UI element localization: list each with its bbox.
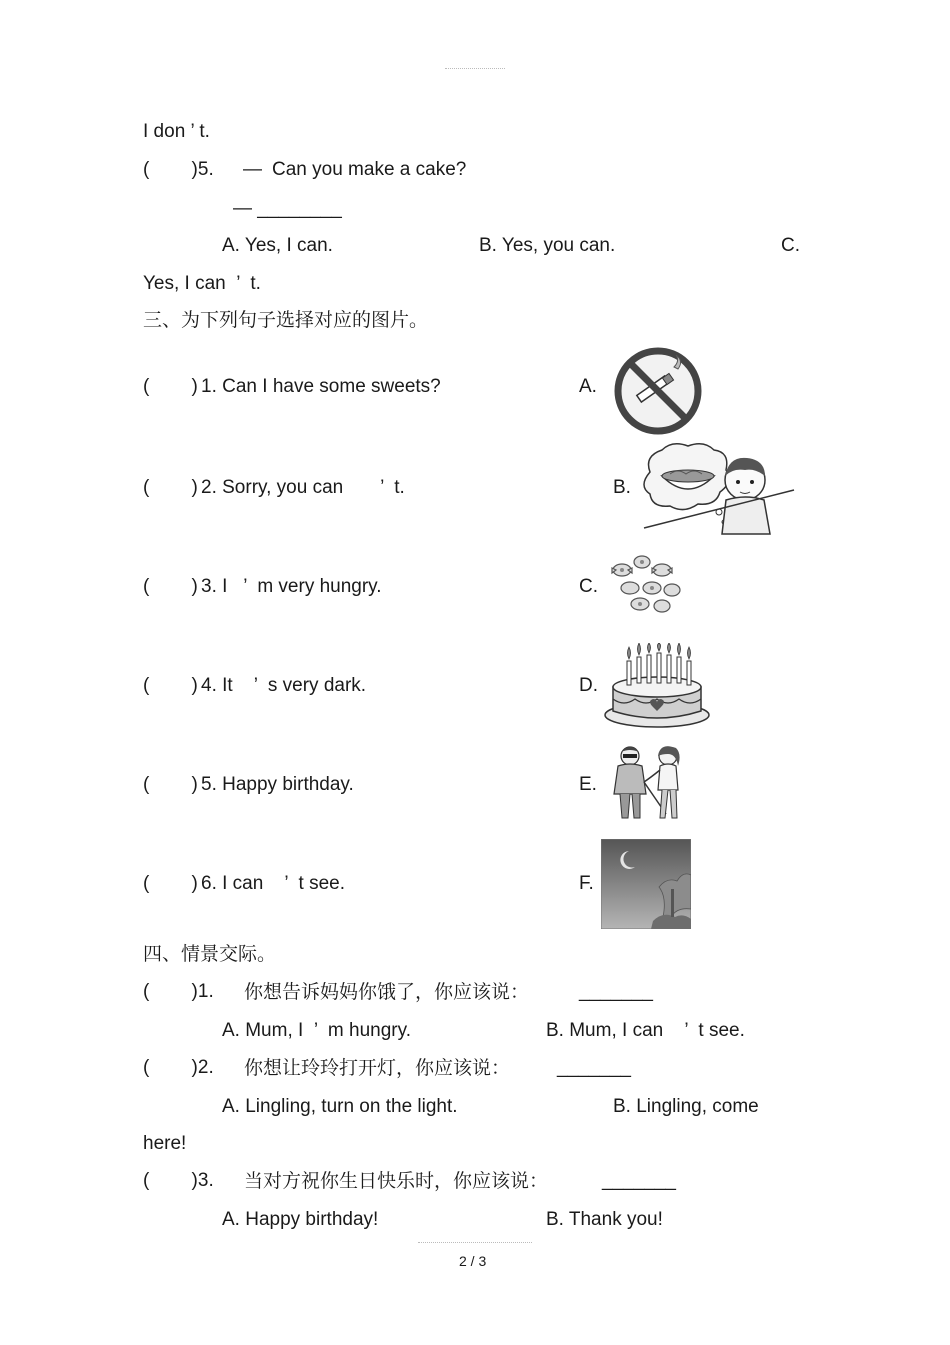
s3-item-2-letter: B.	[613, 477, 631, 498]
page-number: 2 / 3	[459, 1253, 487, 1269]
no-smoking-icon	[612, 345, 704, 437]
q5-dash: —	[243, 159, 262, 180]
s4-q1-paren: ( )1.	[143, 981, 214, 1002]
s3-item-1-letter: A.	[579, 376, 597, 397]
s3-item-3-paren: ( )	[143, 576, 198, 597]
s4-q3-blank: _______	[602, 1170, 676, 1191]
section4-heading: 四、情景交际。	[143, 943, 277, 965]
s3-item-3-letter: C.	[579, 576, 598, 597]
s4-q3-option-b: B. Thank you!	[546, 1209, 663, 1230]
section3-heading: 三、为下列句子选择对应的图片。	[143, 309, 429, 331]
s4-q2-option-b-cont: here!	[143, 1133, 187, 1154]
birthday-cake-icon	[603, 643, 711, 729]
s3-item-5-text: 5. Happy birthday.	[201, 774, 354, 795]
boy-thinking-noodles-icon	[640, 442, 798, 538]
s4-q1-blank: _______	[579, 981, 653, 1002]
s4-q2-option-a: A. Lingling, turn on the light.	[222, 1096, 458, 1117]
s3-item-3-text: 3. I ’ m very hungry.	[201, 576, 382, 597]
s3-item-6-letter: F.	[579, 873, 594, 894]
q5-option-b: B. Yes, you can.	[479, 235, 616, 256]
s3-item-4-text: 4. It ’ s very dark.	[201, 675, 367, 696]
continuation-line: I don ’ t.	[143, 121, 210, 142]
s4-q2-option-b: B. Lingling, come	[613, 1096, 759, 1117]
q5-answer-blank: — ________	[233, 198, 342, 219]
s3-item-4-paren: ( )	[143, 675, 198, 696]
s4-q3-paren: ( )3.	[143, 1170, 214, 1191]
footer-rule	[418, 1242, 532, 1244]
q5-paren: ( )5.	[143, 159, 214, 180]
s3-item-2-paren: ( )	[143, 477, 198, 498]
q5-question: Can you make a cake?	[272, 159, 467, 180]
s3-item-6-paren: ( )	[143, 873, 198, 894]
s4-q2-blank: _______	[557, 1057, 631, 1078]
s3-item-1-text: 1. Can I have some sweets?	[201, 376, 441, 397]
s4-q2-paren: ( )2.	[143, 1057, 214, 1078]
s4-q1-prompt: 你想告诉妈妈你饿了，你应该说：	[244, 981, 530, 1003]
s4-q1-option-b: B. Mum, I can ’ t see.	[546, 1020, 745, 1041]
s3-item-2-text: 2. Sorry, you can ’ t.	[201, 477, 405, 498]
s4-q3-prompt: 当对方祝你生日快乐时，你应该说：	[244, 1170, 549, 1192]
s4-q2-prompt: 你想让玲玲打开灯，你应该说：	[244, 1057, 511, 1079]
sweets-icon	[606, 548, 688, 620]
blind-man-helped-icon	[604, 742, 696, 824]
q5-option-c-label: C.	[781, 235, 800, 256]
s3-item-5-paren: ( )	[143, 774, 198, 795]
s3-item-1-paren: ( )	[143, 376, 198, 397]
s3-item-6-text: 6. I can ’ t see.	[201, 873, 345, 894]
q5-option-c-text: Yes, I can ’ t.	[143, 273, 261, 294]
s3-item-5-letter: E.	[579, 774, 597, 795]
s3-item-4-letter: D.	[579, 675, 598, 696]
s4-q3-option-a: A. Happy birthday!	[222, 1209, 379, 1230]
night-moon-icon	[601, 839, 691, 929]
s4-q1-option-a: A. Mum, I ’ m hungry.	[222, 1020, 411, 1041]
q5-option-a: A. Yes, I can.	[222, 235, 333, 256]
header-rule	[445, 68, 505, 70]
